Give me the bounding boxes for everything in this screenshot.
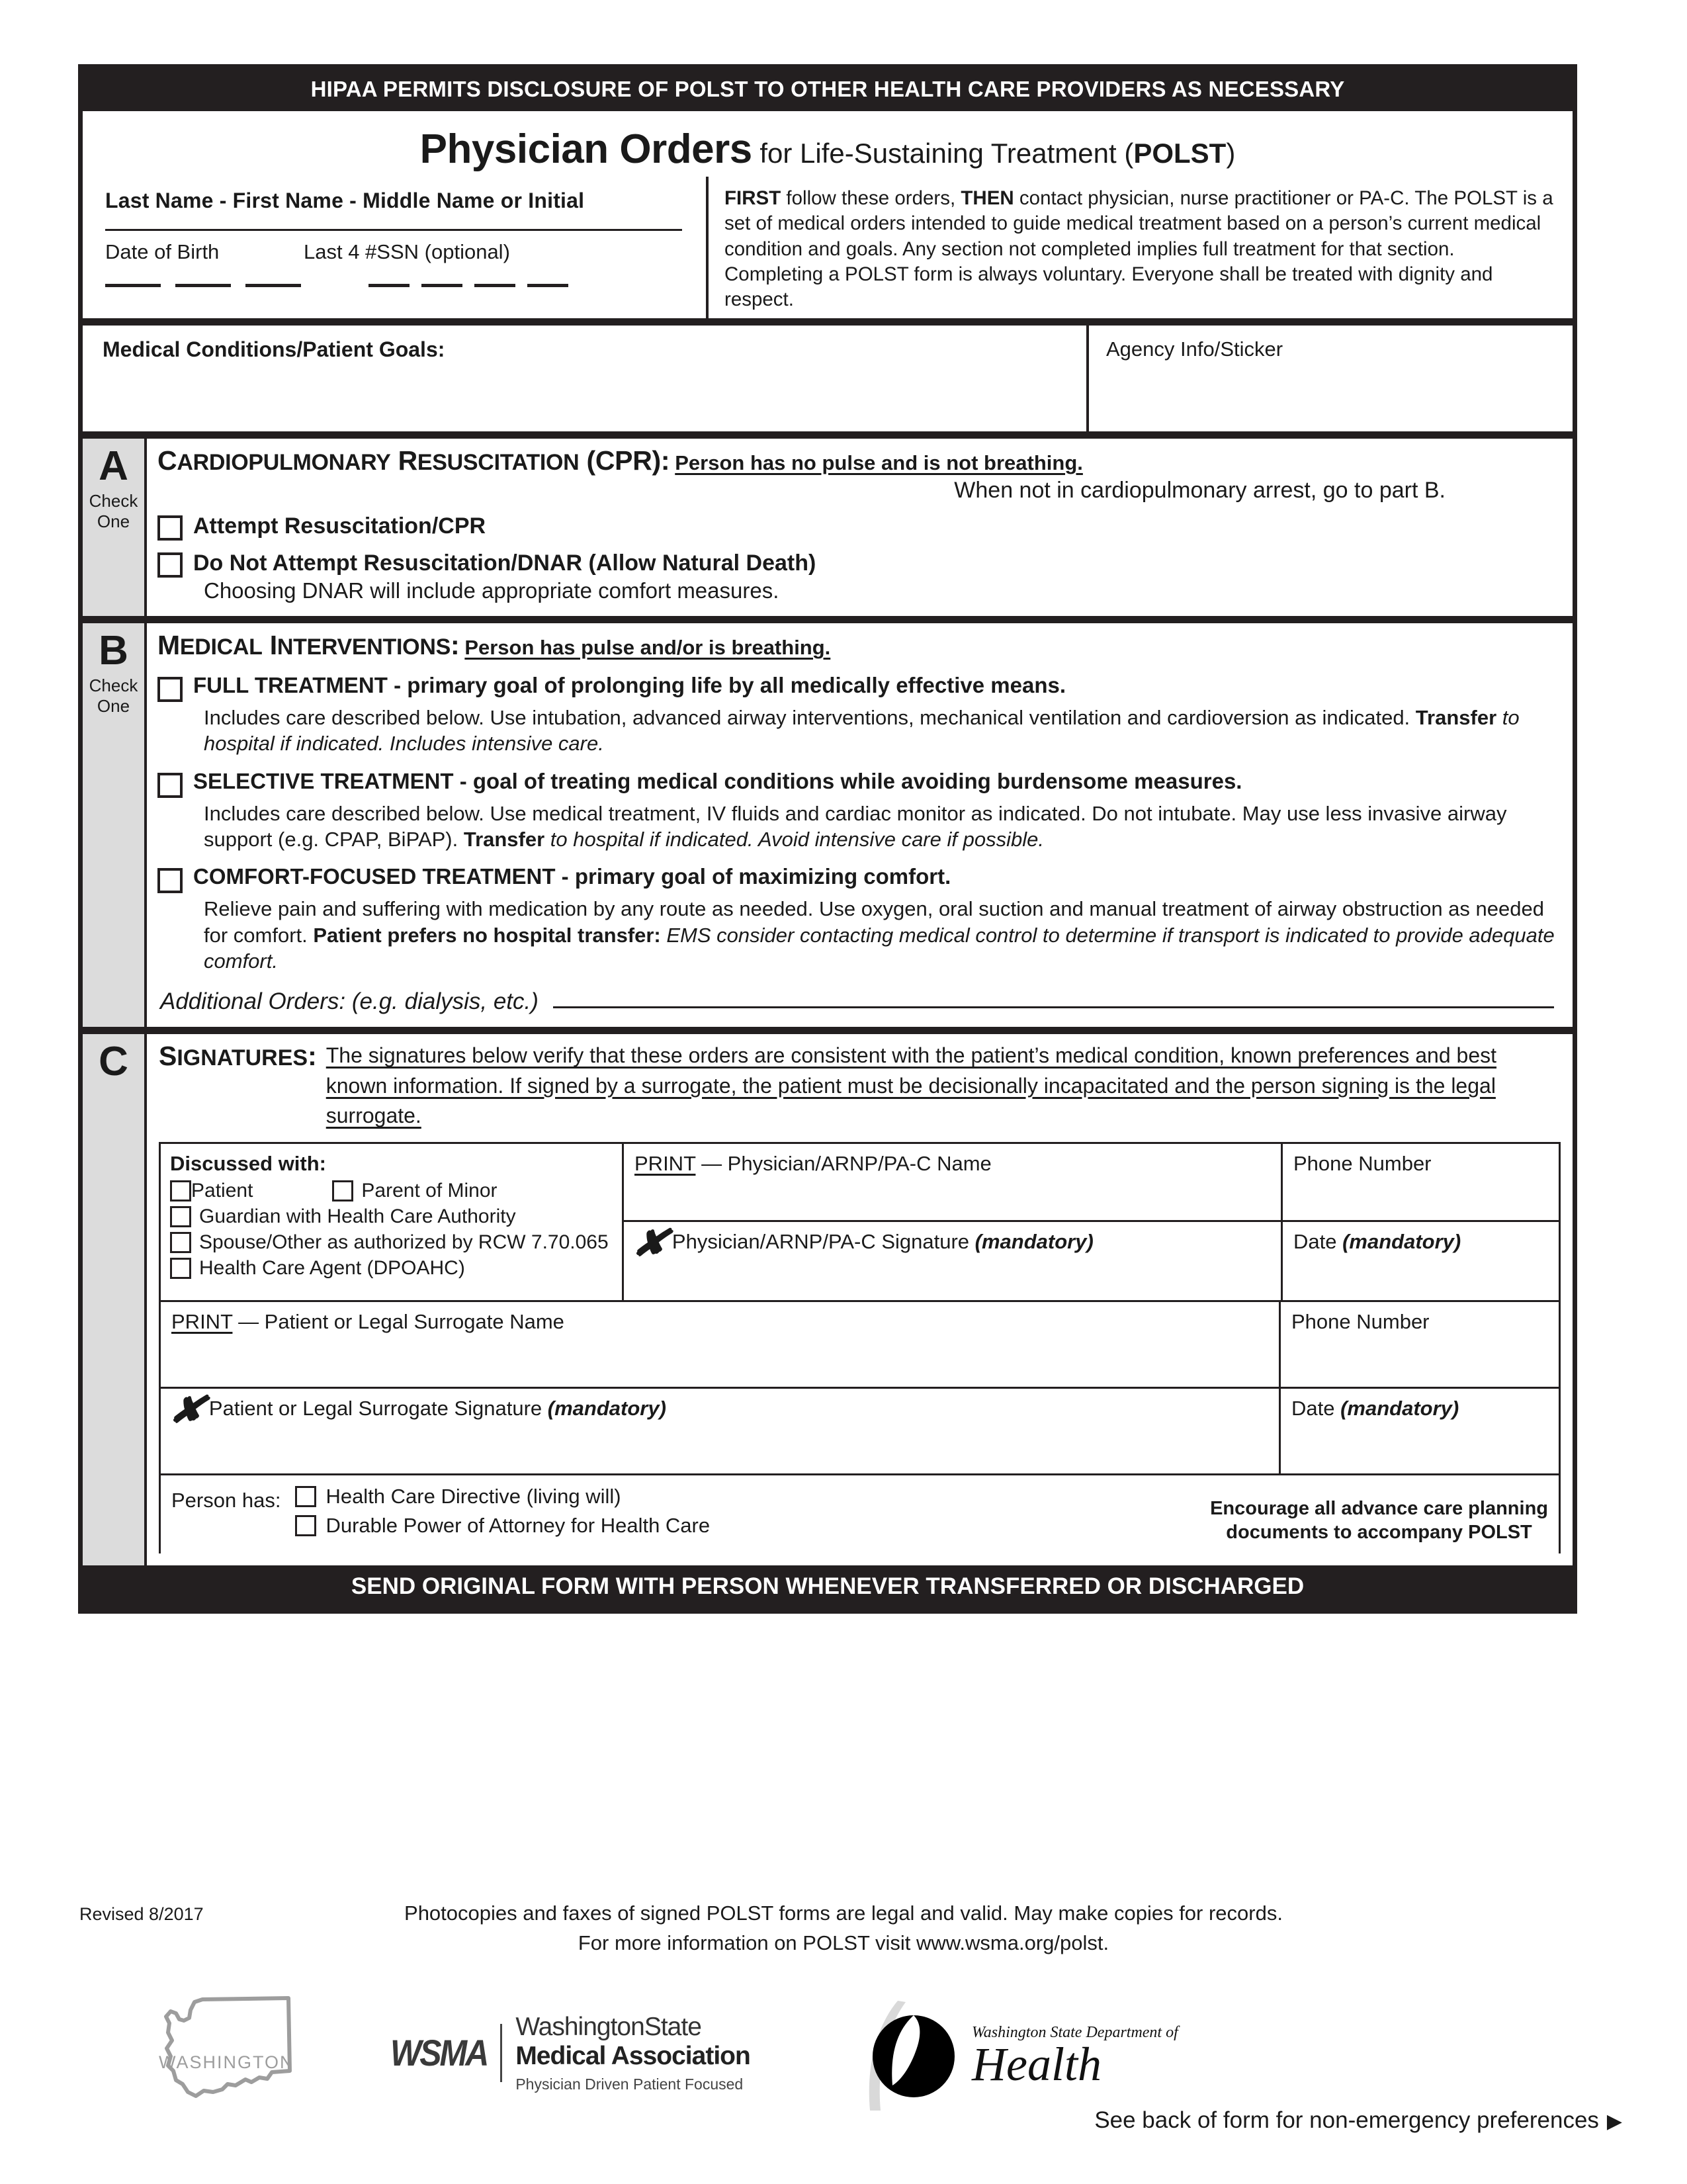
section-c-head-colon: : — [308, 1041, 317, 1072]
person-has-label: Person has: — [171, 1488, 281, 1512]
section-b-opt1-desc-bold: Transfer — [1415, 705, 1497, 729]
discussed-with-cell — [161, 1144, 624, 1300]
phone-number-label-1: Phone Number — [1293, 1151, 1432, 1175]
divider-above-section-c — [83, 1027, 1573, 1034]
section-b-head-m: M — [157, 629, 180, 660]
wsma-text-block — [515, 2013, 750, 2093]
person-has-option-dpoa[interactable] — [295, 1514, 710, 1538]
discussed-option-patient: Patient — [191, 1179, 253, 1201]
section-a-head-esuscitation: ESUSCITATION — [417, 449, 580, 475]
revised-date: Revised 8/2017 — [79, 1904, 204, 1924]
section-b-opt1-desc-1: Includes care described below. Use intubation, advanced airway interventions, mechanical ventilation and cardioversion as indicated. — [204, 705, 1416, 729]
section-b-opt2-desc-1: Includes care described below. Use medical treatment, IV fluids and cardiac monitor as indicated. Do not intubate. May use less invasive airway support (e.g. CPAP, BiPAP). — [204, 801, 1507, 852]
checkbox-discussed-parent-of-minor[interactable] — [332, 1180, 353, 1201]
additional-orders-row[interactable] — [157, 988, 1558, 1015]
date-label-1: Date — [1293, 1229, 1343, 1253]
form-title-main: Physician Orders — [419, 126, 752, 172]
see-back-text: See back of form for non-emergency preferences — [1094, 2107, 1599, 2133]
checkbox-durable-power-of-attorney[interactable] — [295, 1515, 316, 1536]
medical-conditions-cell[interactable] — [83, 326, 1086, 431]
section-b-check-one-line2: One — [97, 695, 130, 716]
section-a — [83, 439, 1573, 616]
medical-conditions-label: Medical Conditions/Patient Goals: — [103, 337, 445, 361]
section-b-opt3-desc-2: EMS consider contacting medical control to determine if transport is indicated to provide adequate comfort. — [204, 923, 1555, 973]
print-patient-name-cell[interactable] — [161, 1302, 1281, 1387]
checkbox-selective-treatment[interactable] — [157, 773, 183, 798]
section-b-head-colon: : — [450, 629, 460, 660]
identity-and-instructions-row — [83, 177, 1573, 318]
ssn-blank-1[interactable] — [368, 284, 410, 287]
section-a-option-attempt-cpr[interactable] — [157, 513, 1558, 541]
logo-strip — [0, 1991, 1687, 2124]
checkbox-discussed-spouse[interactable] — [170, 1232, 191, 1253]
person-has-options — [295, 1485, 710, 1543]
section-b-opt2-title-rest: - goal of treating medical conditions while avoiding burdensome measures. — [453, 768, 1242, 793]
instructions-text-a: follow these orders, — [781, 187, 961, 209]
instructions-text-b: contact physician, nurse practitioner or PA-C. The POLST is a set of medical orders intended to guide medical treatment based on a person’s current medical condition and goals. Any section not completed implies full treatment for that section. Completing a POLST form is always voluntary. Everyone shall be treated with dignity and respect. — [724, 187, 1553, 311]
section-c-letter-column — [83, 1034, 147, 1565]
wsma-logo — [390, 2013, 750, 2093]
date-mandatory-1: (mandatory) — [1342, 1229, 1461, 1253]
section-b-opt1-title-rest: - primary goal of prolonging life by all medically effective means. — [387, 672, 1066, 697]
section-a-note: When not in cardiopulmonary arrest, go to part B. — [954, 477, 1446, 503]
physician-signature-label-wrap — [672, 1230, 1094, 1254]
dob-ssn-labels — [105, 240, 706, 264]
divider-above-conditions — [83, 318, 1573, 326]
section-b-letter: B — [99, 627, 128, 674]
section-a-option-dnar[interactable] — [157, 550, 1558, 578]
doh-line-1: Washington State Department of — [972, 2023, 1178, 2041]
checkbox-health-care-directive[interactable] — [295, 1486, 316, 1507]
person-has-option-2-label: Durable Power of Attorney for Health Care — [325, 1513, 711, 1537]
checkbox-discussed-guardian[interactable] — [170, 1206, 191, 1227]
washington-state-outline-icon — [130, 1991, 328, 2111]
footer-notes — [0, 1899, 1687, 1958]
section-a-option-2-label: Do Not Attempt Resuscitation/DNAR (Allow Natural Death) — [193, 550, 816, 576]
section-a-option-2-sublabel: Choosing DNAR will include appropriate comfort measures. — [204, 578, 779, 603]
person-has-row — [161, 1475, 1559, 1554]
physician-signature-mandatory: (mandatory) — [974, 1229, 1094, 1253]
section-a-letter: A — [99, 443, 128, 489]
form-frame — [78, 64, 1577, 1614]
wsma-tagline: Physician Driven Patient Focused — [515, 2075, 744, 2093]
physician-phone-cell[interactable] — [1283, 1144, 1559, 1222]
date-label-2: Date — [1291, 1396, 1341, 1420]
section-b-check-one-line1: Check — [89, 676, 138, 696]
physician-signature-label: Physician/ARNP/PA-C Signature — [671, 1229, 975, 1253]
wsma-line-2: Medical Association — [515, 2042, 750, 2070]
section-b-opt3-desc-1: Relieve pain and suffering with medication by any route as needed. Use oxygen, oral suction and manual treatment of airway obstruction as needed for comfort. — [204, 897, 1544, 947]
signature-row-3 — [161, 1389, 1559, 1475]
discussed-option-parent-of-minor: Parent of Minor — [361, 1179, 497, 1201]
signature-row-2 — [161, 1302, 1559, 1389]
divider-above-section-a — [83, 431, 1573, 439]
section-a-head-c: C — [157, 445, 177, 476]
additional-orders-input-line[interactable] — [553, 1006, 1554, 1008]
checkbox-attempt-resuscitation[interactable] — [157, 515, 183, 541]
print-patient-underlined: PRINT — [171, 1309, 233, 1333]
dob-blank-month[interactable] — [105, 284, 161, 287]
section-b-opt3-title-rest: - primary goal of maximizing comfort. — [555, 864, 951, 889]
encourage-note-line2: documents to accompany POLST — [1226, 1522, 1532, 1544]
section-b-heading — [157, 630, 1558, 661]
physician-date-cell[interactable] — [1283, 1222, 1559, 1300]
print-patient-rest: — Patient or Legal Surrogate Name — [232, 1309, 564, 1333]
section-c-heading — [159, 1041, 1561, 1131]
discussed-with-label: Discussed with: — [170, 1151, 326, 1175]
wsma-line-1: WashingtonState — [515, 2013, 701, 2041]
patient-name-input-line[interactable] — [105, 229, 682, 231]
washington-state-label: WASHINGTON — [159, 2052, 294, 2072]
medical-conditions-row — [83, 326, 1573, 431]
section-b-opt2-desc — [157, 801, 1558, 853]
discussed-with-row-spouse — [170, 1231, 615, 1254]
patient-name-label: Last Name - First Name - Middle Name or Initial — [105, 189, 585, 212]
person-has-option-directive[interactable] — [295, 1485, 710, 1508]
section-c-head-ignatures: IGNATURES — [177, 1045, 308, 1071]
section-c-body — [147, 1034, 1573, 1565]
section-b-option-full-treatment[interactable] — [157, 673, 1558, 702]
discussed-option-spouse: Spouse/Other as authorized by RCW 7.70.065 — [199, 1231, 609, 1253]
triangle-right-icon: ▶ — [1606, 2111, 1622, 2132]
x-mark-icon-patient: ✘ — [166, 1388, 208, 1430]
doh-swoosh-icon — [857, 1999, 963, 2112]
section-c — [83, 1034, 1573, 1565]
form-title-polst: POLST — [1133, 138, 1227, 169]
ssn-blank-4[interactable] — [527, 284, 568, 287]
ssn-blank-2[interactable] — [421, 284, 462, 287]
agency-info-cell[interactable] — [1086, 326, 1573, 431]
doh-logo — [857, 1999, 1178, 2112]
dob-blank-year[interactable] — [245, 284, 301, 287]
discussed-with-row-guardian — [170, 1205, 615, 1228]
section-b-opt1-desc — [157, 705, 1558, 757]
doh-line-2: Health — [972, 2037, 1102, 2091]
discussed-option-health-care-agent: Health Care Agent (DPOAHC) — [199, 1256, 465, 1279]
form-title-sub-pre: for Life-Sustaining Treatment ( — [752, 138, 1134, 169]
physician-signature-cell[interactable] — [624, 1222, 1281, 1300]
checkbox-do-not-attempt-resuscitation[interactable] — [157, 552, 183, 578]
signature-row-1 — [161, 1144, 1559, 1302]
ssn-label: Last 4 #SSN (optional) — [304, 240, 510, 263]
print-physician-rest: — Physician/ARNP/PA-C Name — [695, 1151, 992, 1175]
patient-identity-block — [83, 177, 706, 318]
additional-orders-label: Additional Orders: (e.g. dialysis, etc.) — [160, 988, 539, 1015]
doh-text-block — [972, 2023, 1178, 2091]
section-c-head-s: S — [159, 1041, 177, 1072]
checkbox-discussed-health-care-agent[interactable] — [170, 1258, 191, 1279]
checkbox-comfort-focused-treatment[interactable] — [157, 868, 183, 893]
section-a-head-underlined: Person has no pulse and is not breathing. — [675, 451, 1083, 474]
form-title — [83, 111, 1573, 177]
checkbox-full-treatment[interactable] — [157, 677, 183, 702]
print-physician-name-cell[interactable] — [624, 1144, 1281, 1222]
section-b-opt3-title-bold: COMFORT-FOCUSED TREATMENT — [193, 864, 556, 889]
patient-signature-mandatory: (mandatory) — [547, 1396, 666, 1420]
section-b-opt1-desc-2: to hospital if indicated. Includes intensive care. — [204, 705, 1520, 756]
instructions-first-word: FIRST — [724, 187, 781, 209]
section-b-option-comfort-focused[interactable] — [157, 864, 1558, 893]
x-mark-icon-physician: ✘ — [629, 1221, 671, 1264]
section-b-opt3-desc — [157, 896, 1558, 974]
section-b-body — [147, 623, 1573, 1027]
section-b-option-selective-treatment[interactable] — [157, 769, 1558, 798]
section-b-head-underlined: Person has pulse and/or is breathing. — [464, 635, 831, 659]
blank-gap — [316, 284, 368, 287]
agency-info-label: Agency Info/Sticker — [1106, 337, 1283, 361]
section-b-head-nterventions: NTERVENTIONS — [277, 634, 451, 660]
dob-ssn-input-blanks[interactable] — [105, 284, 706, 287]
section-a-head-ardiopulmonary: ARDIOPULMONARY — [177, 449, 391, 475]
section-c-head-text: The signatures below verify that these orders are consistent with the patient’s medical condition, known preferences and best known information. If signed by a surrogate, the patient must be decisionally incapacitated and the person signing is the legal surrogate. — [325, 1043, 1497, 1128]
section-b-opt1-title-bold: FULL TREATMENT — [193, 672, 388, 697]
divider-above-section-b — [83, 616, 1573, 623]
section-b-head-i: I — [262, 629, 277, 660]
phone-number-label-2: Phone Number — [1291, 1309, 1430, 1333]
physician-name-and-signature-column — [624, 1144, 1281, 1300]
discussed-with-row-agent — [170, 1257, 615, 1280]
section-b — [83, 623, 1573, 1027]
section-a-option-1-label: Attempt Resuscitation/CPR — [193, 513, 486, 539]
hipaa-disclosure-bar: HIPAA PERMITS DISCLOSURE OF POLST TO OTHER HEALTH CARE PROVIDERS AS NECESSARY — [83, 69, 1573, 111]
see-back-note — [0, 2107, 1687, 2134]
section-a-heading — [157, 445, 1558, 476]
checkbox-discussed-patient[interactable] — [170, 1180, 191, 1201]
physician-phone-date-column — [1281, 1144, 1559, 1300]
section-b-letter-column — [83, 623, 147, 1027]
section-a-body — [147, 439, 1573, 616]
person-has-option-1-label: Health Care Directive (living will) — [325, 1484, 621, 1508]
form-title-sub-post: ) — [1226, 138, 1236, 169]
patient-phone-cell[interactable] — [1281, 1302, 1559, 1387]
section-a-head-cpr: (CPR): — [579, 445, 670, 476]
send-original-form-bar: SEND ORIGINAL FORM WITH PERSON WHENEVER TRANSFERRED OR DISCHARGED — [83, 1565, 1573, 1609]
section-a-check-one-line1: Check — [89, 490, 138, 511]
signature-table — [159, 1142, 1561, 1554]
encourage-note-line1: Encourage all advance care planning — [1210, 1497, 1548, 1519]
dob-blank-day[interactable] — [175, 284, 231, 287]
more-info-note: For more information on POLST visit www.wsma.org/polst. — [578, 1931, 1109, 1954]
section-b-head-edical: EDICAL — [179, 634, 263, 660]
discussed-option-guardian: Guardian with Health Care Authority — [199, 1205, 516, 1227]
wsma-wordmark: WSMA — [390, 2032, 488, 2074]
print-physician-underlined: PRINT — [634, 1151, 696, 1175]
section-b-opt2-desc-bold: Transfer — [463, 828, 545, 852]
wsma-divider — [500, 2024, 502, 2082]
instructions-then-word: THEN — [961, 187, 1014, 209]
patient-date-cell[interactable] — [1281, 1389, 1559, 1473]
section-a-letter-column — [83, 439, 147, 616]
section-a-head-r: R — [390, 445, 417, 476]
ssn-blank-3[interactable] — [474, 284, 515, 287]
instructions-block — [706, 177, 1573, 318]
section-b-opt2-desc-2: to hospital if indicated. Avoid intensive care if possible. — [544, 828, 1044, 852]
section-b-opt2-title-bold: SELECTIVE TREATMENT — [193, 768, 454, 793]
patient-signature-label: Patient or Legal Surrogate Signature — [208, 1396, 548, 1420]
date-mandatory-2: (mandatory) — [1340, 1396, 1459, 1420]
section-a-check-one-line2: One — [97, 511, 130, 531]
dob-label: Date of Birth — [105, 240, 220, 263]
section-b-opt3-desc-bold: Patient prefers no hospital transfer: — [313, 923, 661, 947]
patient-signature-cell[interactable] — [161, 1389, 1281, 1473]
discussed-with-row-patient-parent — [170, 1180, 615, 1202]
encourage-note — [1210, 1485, 1559, 1545]
photocopies-note: Photocopies and faxes of signed POLST forms are legal and valid. May make copies for records. — [404, 1901, 1283, 1925]
section-c-letter: C — [99, 1039, 128, 1085]
